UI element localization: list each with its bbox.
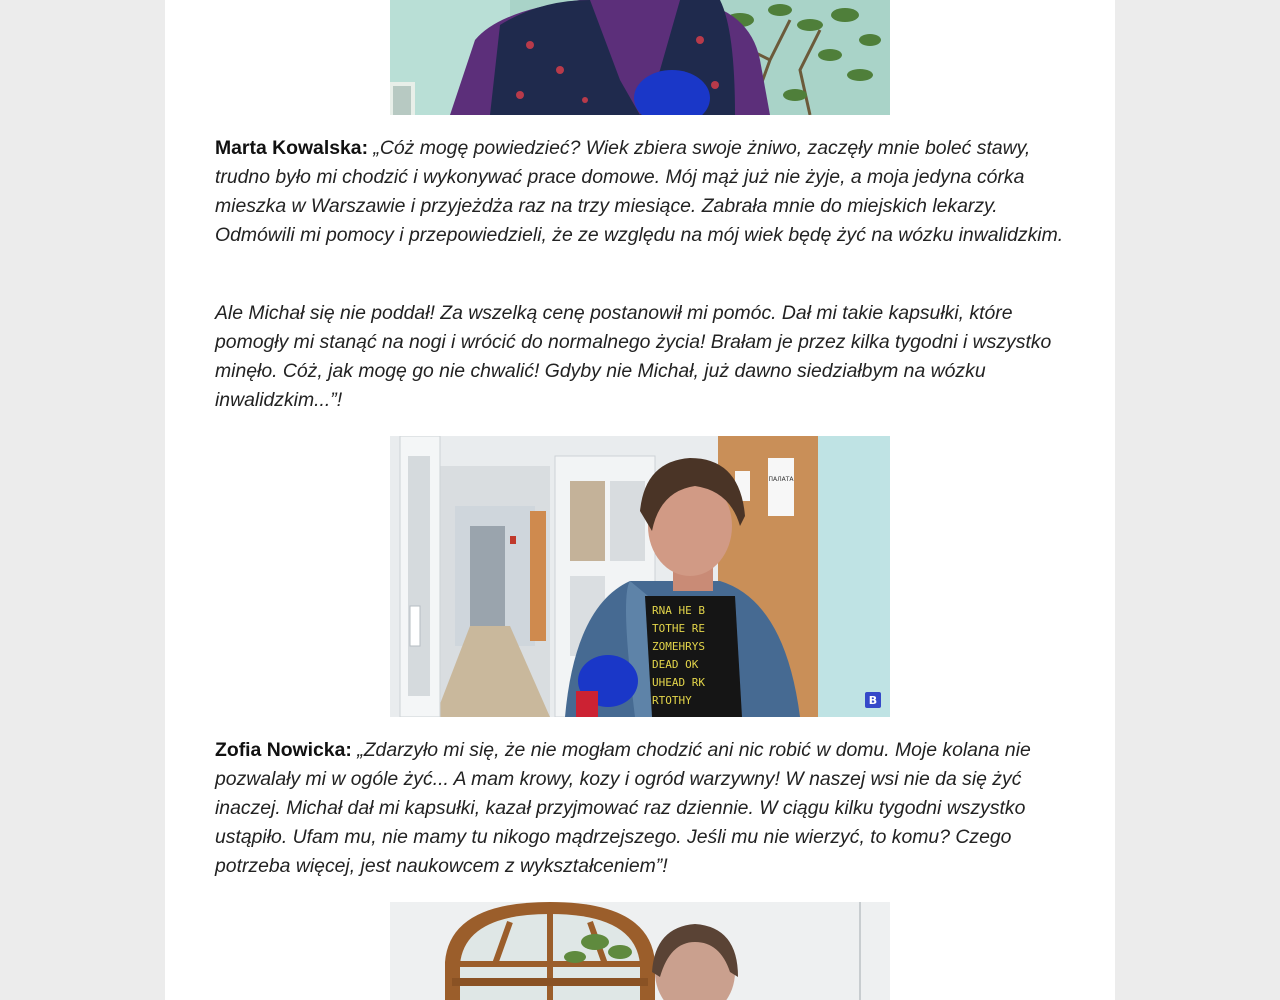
svg-text:TOTHE RE: TOTHE RE <box>652 622 705 635</box>
testimonial-1-quote-part-2: Ale Michał się nie poddał! Za wszelką cenę postanowił mi pomóc. Dał mi takie kapsułki, które pomogły mi stanąć na nogi i wrócić do normalnego życia! Brałam je przez kilka tygodni i wszystko minęło. Cóż, jak mogę go nie chwalić! Gdyby nie Michał, już dawno siedziałbym na wózku inwalidzkim...”! <box>215 302 1052 411</box>
testimonial-1-paragraph-1 <box>215 134 1065 250</box>
testimonial-2-paragraph <box>215 736 1065 881</box>
testimonial-1-paragraph-2 <box>215 299 1065 415</box>
door-sign-text: ПАЛАТА <box>768 476 794 483</box>
photo-interviewee-2 <box>390 436 890 717</box>
photo-interviewee-3 <box>390 902 890 1000</box>
svg-text:UHEAD RK: UHEAD RK <box>652 676 705 689</box>
svg-text:DEAD OK: DEAD OK <box>652 658 699 671</box>
testimonial-2-name: Zofia Nowicka: <box>215 739 352 761</box>
svg-text:RNA HE B: RNA HE B <box>652 604 705 617</box>
testimonial-2-quote: „Zdarzyło mi się, że nie mogłam chodzić ani nic robić w domu. Moje kolana nie pozwalały mi w ogóle żyć... A mam krowy, kozy i ogród warzywny! W naszej wsi nie da się żyć inaczej. Michał dał mi kapsułki, kazał przyjmować raz dziennie. W ciągu kilku tygodni wszystko ustąpiło. Ufam mu, nie mamy tu nikogo mądrzejszego. Jeśli mu nie wierzyć, to komu? Czego potrzeba więcej, jest naukowcem z wykształceniem”! <box>215 739 1031 877</box>
testimonial-1-name: Marta Kowalska: <box>215 137 369 159</box>
testimonial-1-quote-part-1: „Cóż mogę powiedzieć? Wiek zbiera swoje żniwo, zaczęły mnie boleć stawy, trudno było mi chodzić i wykonywać prace domowe. Mój mąż już nie żyje, a moja jedyna córka mieszka w Warszawie i przyjeżdża raz na trzy miesiące. Zabrała mnie do miejskich lekarzy. Odmówili mi pomocy i przepowiedzieli, że ze względu na mój wiek będę żyć na wózku inwalidzkim. <box>215 137 1064 246</box>
svg-text:RTOTHY: RTOTHY <box>652 694 692 707</box>
svg-text:ZOMEHRYS: ZOMEHRYS <box>652 640 705 653</box>
photo-interviewee-1 <box>390 0 890 115</box>
channel-logo: B <box>868 694 878 707</box>
